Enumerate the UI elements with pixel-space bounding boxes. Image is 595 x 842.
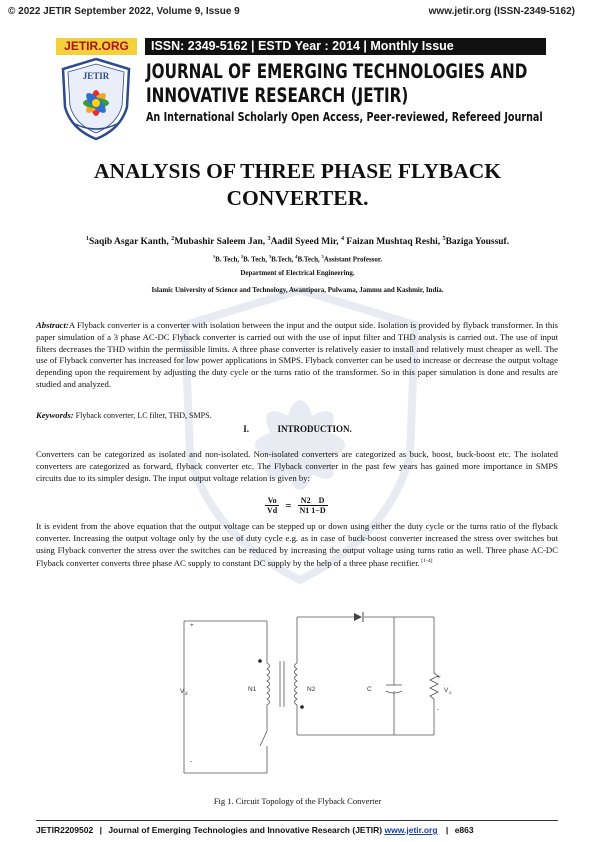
source-plus: + (190, 622, 194, 629)
role-text: B.Tech, (271, 255, 296, 264)
label-vo-sub: o (449, 690, 452, 695)
journal-subtitle: An International Scholarly Open Access, Peer-reviewed, Refereed Journal (146, 110, 543, 124)
role-text: B. Tech, (215, 255, 241, 264)
role-text: B.Tech, (297, 255, 322, 264)
author-name: Aadil Syeed Mir, (270, 237, 341, 248)
citation-ref: [1-4] (419, 558, 433, 565)
output-minus: - (437, 706, 440, 713)
role-text: B. Tech, (243, 255, 269, 264)
university: Islamic University of Science and Technology, Awantipora, Pulwama, Jammu and Kashmir, India. (151, 286, 444, 294)
author-number: 1 (85, 236, 89, 242)
eq-equals: = (285, 499, 292, 512)
eq-lhs-denominator: Vd (267, 506, 278, 515)
journal-title-line2: INNOVATIVE RESEARCH (JETIR) (146, 84, 409, 107)
label-n2: N2 (307, 686, 316, 693)
abstract-text: A Flyback converter is a converter with isolation between the input and the output side. Isolation is provided by flyback transformer. In this paper simulation of a 3 phase AC-DC Flyback converter is carried out with the use of input filter and THD analysis is carried out. The use of input filters decreases the THD within the permissible limits. A three phase converter is relatively easier to install and relatively must cheaper as well. The use of Flyback converter has increased for low power applications in SMPS. Flyback converter can be used to increase or decrease the output voltage depending upon the requirement by adjusting the duty cycle or the turns ratio of the transformer. So in this paper simulation is done and results are studied and analyzed. (36, 320, 558, 389)
author-number: 2 (171, 236, 175, 242)
flyback-circuit-diagram (172, 603, 462, 791)
intro-paragraph-2 (36, 521, 558, 570)
role-number: 1 (212, 254, 216, 259)
footer-link[interactable]: www.jetir.org (384, 825, 438, 835)
section-title: INTRODUCTION (277, 424, 350, 434)
author-list (0, 236, 595, 247)
role-number: 3 (268, 254, 272, 259)
role-number: 4 (295, 254, 298, 259)
footer-page: e863 (454, 825, 474, 835)
department: Department of Electrical Engineering. (240, 269, 355, 277)
author-number: 5 (442, 236, 446, 242)
section-heading: I. INTRODUCTION. (243, 424, 352, 434)
abstract (36, 320, 558, 391)
eq-rhs-numerator: N2 D (298, 496, 328, 506)
jetir-logo (59, 57, 133, 141)
label-vd: V (180, 688, 185, 695)
author-number: 3 (267, 236, 271, 242)
paper-title-line2: CONVERTER. (226, 186, 369, 210)
author-name: Baziga Youssuf. (445, 237, 510, 248)
intro-paragraph-2-text: It is evident from the above equation that the output voltage can be stepped up or down using either the duty cycle or the turns ratio of the flyback converter. Increasing the output voltage only by the use of duty cycle e.g. as in case of buck-boost converter increased the stress over switches but using Flyback converter the stress over the switches can be reduced by increasing the output voltage using turns ratio as well. Three phase AC-DC Flyback converter converts three phase AC supply to constant DC supply by the help of a three phase rectifier. (36, 521, 558, 569)
footer-divider (36, 820, 558, 821)
abstract-label: Abstract: (36, 320, 69, 330)
eq-lhs-numerator: Vo (265, 496, 279, 506)
journal-title-line1: JOURNAL OF EMERGING TECHNOLOGIES AND (146, 60, 528, 83)
intro-paragraph-1: Converters can be categorized as isolated and non-isolated. Non-isolated converters are categorized as buck, boost, buck-boost etc. The isolated converters are categorized as forward, flyback converter etc. The Flyback converter in the past few years has gained more importance in SMPS circuits due to its simpler design. The input output voltage relation is given by: (36, 449, 558, 483)
equation (265, 496, 328, 515)
jetir-org-tag: JETIR.ORG (56, 38, 137, 55)
author-name: Saqib Asgar Kanth, (88, 237, 172, 248)
keywords (36, 410, 558, 422)
keywords-label: Keywords: (36, 410, 74, 420)
paper-title-line1: ANALYSIS OF THREE PHASE FLYBACK (93, 159, 502, 183)
section-number: I. (243, 424, 249, 434)
header-citation: © 2022 JETIR September 2022, Volume 9, Issue 9 (8, 6, 240, 17)
label-c: C (367, 686, 372, 693)
label-n1: N1 (248, 686, 257, 693)
role-number: 5 (321, 254, 324, 259)
label-vo: V (444, 687, 449, 694)
paper-title (0, 158, 595, 212)
author-name: Mubashir Saleem Jan, (174, 237, 268, 248)
source-minus: - (190, 758, 193, 765)
author-name: Faizan Mushtaq Reshi, (344, 237, 443, 248)
footer-id: JETIR2209502 (36, 825, 94, 835)
output-plus: + (437, 674, 441, 681)
author-roles (0, 254, 595, 263)
role-number: 2 (240, 254, 244, 259)
footer: JETIR2209502 | Journal of Emerging Technologies and Innovative Research (JETIR) www.jetir.org | e863 (36, 825, 474, 835)
eq-rhs-denominator: N1 1−D (299, 506, 326, 515)
label-vd-sub: d (185, 691, 188, 696)
issn-banner: ISSN: 2349-5162 | ESTD Year : 2014 | Monthly Issue (145, 38, 546, 55)
footer-journal: Journal of Emerging Technologies and Innovative Research (JETIR) (108, 825, 385, 835)
author-number: 4 (340, 236, 345, 242)
keywords-text: Flyback converter, LC filter, THD, SMPS. (73, 411, 212, 420)
logo-label: JETIR (82, 71, 110, 81)
figure-caption: Fig 1. Circuit Topology of the Flyback Converter (213, 796, 382, 806)
role-text: Assistant Professor. (323, 255, 383, 264)
header-website: www.jetir.org (ISSN-2349-5162) (428, 6, 575, 17)
